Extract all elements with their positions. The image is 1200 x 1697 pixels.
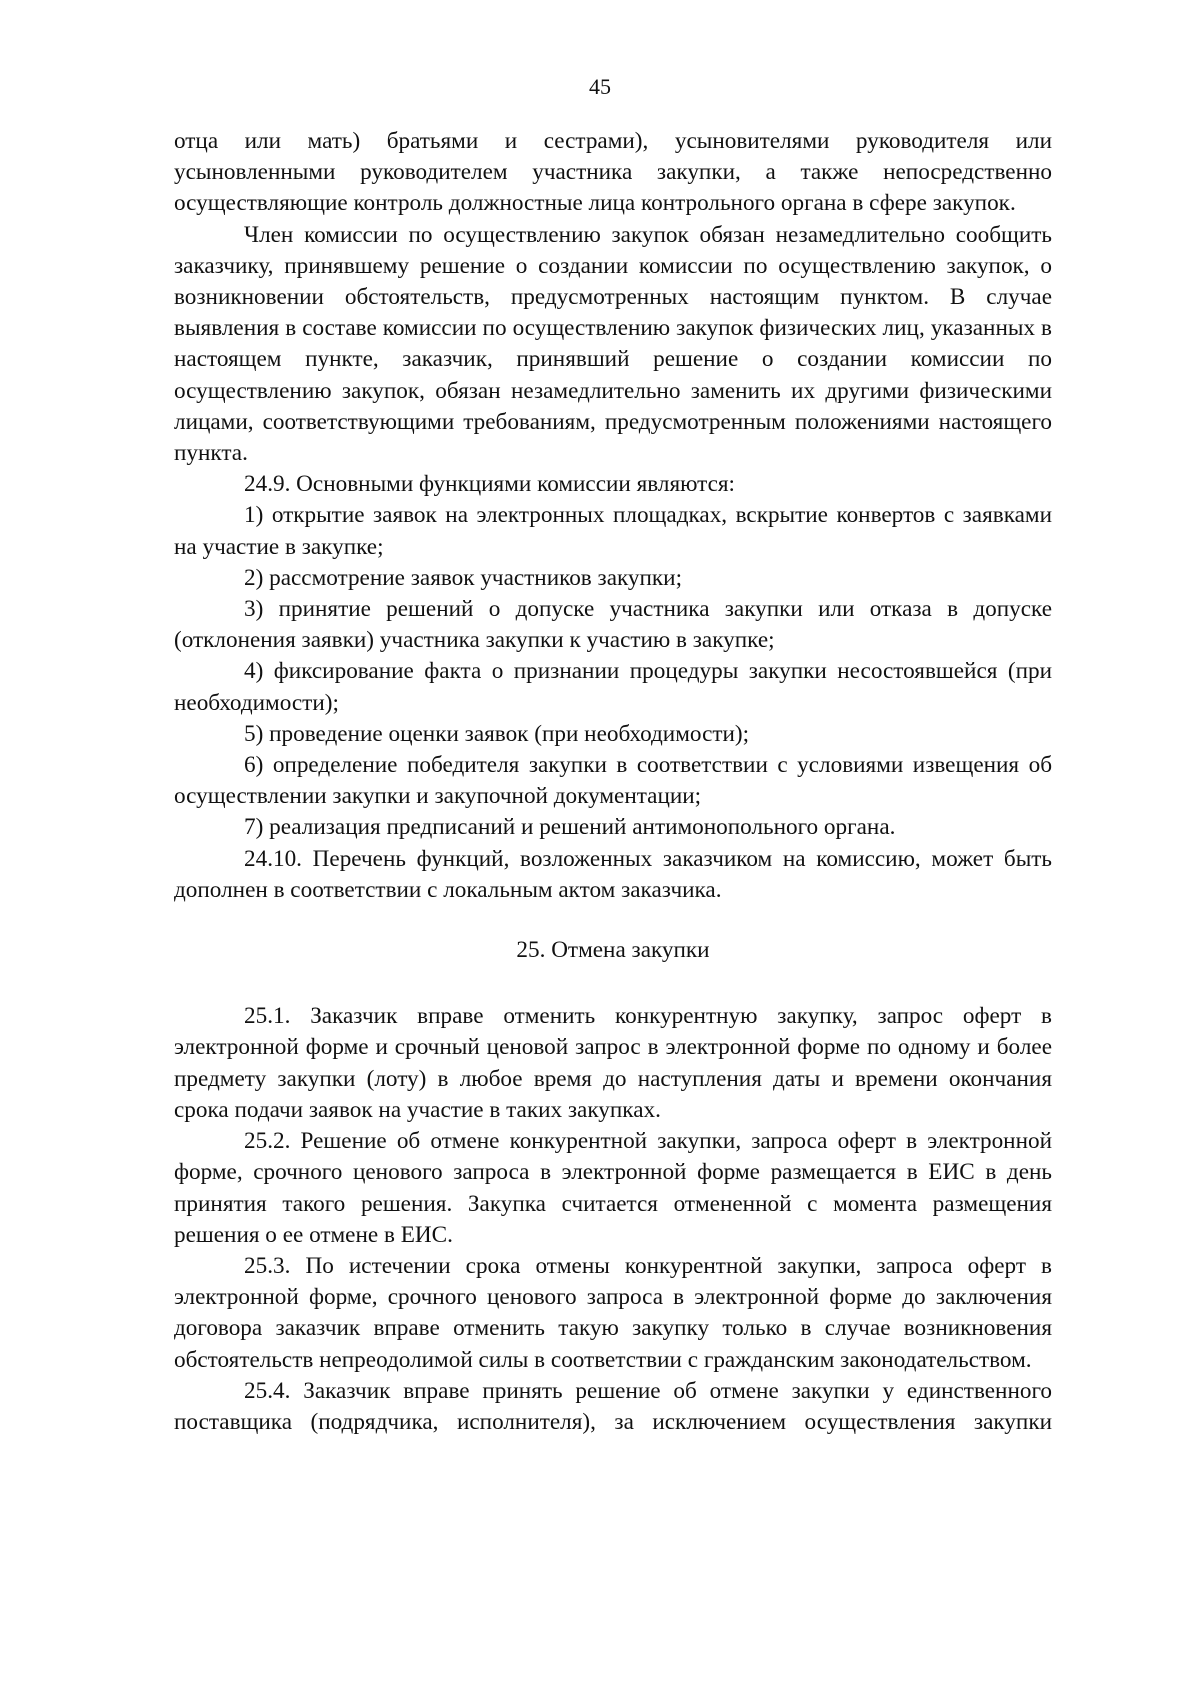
paragraph-continuation: отца или мать) братьями и сестрами), усыновителями руководителя или усыновленными руководителем участника закупки, а также непосредственно осуществляющие контроль должностные лица контрольного органа в сфере закупок.	[174, 128, 1052, 217]
page-number: 45	[589, 74, 611, 99]
paragraph-25-1: 25.1. Заказчик вправе отменить конкурентную закупку, запрос оферт в электронной форме и срочный ценовой запрос в электронной форме по одному и более предмету закупки (лоту) в любое время до наступления даты и времени окончания срока подачи заявок на участие в таких закупках.	[174, 1003, 1052, 1123]
paragraph-25-4: 25.4. Заказчик вправе принять решение об отмене закупки у единственного поставщика (подрядчика, исполнителя), за исключением осуществления закупки	[174, 1377, 1052, 1435]
list-item-3: 3) принятие решений о допуске участника закупки или отказа в допуске (отклонения заявки) участника закупки к участию в закупке;	[174, 596, 1052, 654]
list-item-5: 5) проведение оценки заявок (при необходимости);	[244, 720, 750, 747]
paragraph-25-3: 25.3. По истечении срока отмены конкурентной закупки, запроса оферт в электронной форме, срочного ценового запроса в электронной форме до заключения договора заказчик вправе отменить такую закупку только в случае возникновения обстоятельств непреодолимой силы в соответствии с гражданским законодательством.	[174, 1252, 1052, 1373]
paragraph-24-9: 24.9. Основными функциями комиссии являются:	[244, 471, 736, 498]
section-heading: 25. Отмена закупки	[516, 937, 710, 964]
paragraph-24-10: 24.10. Перечень функций, возложенных заказчиком на комиссию, может быть дополнен в соответствии с локальным актом заказчика.	[174, 845, 1052, 903]
paragraph-25-2: 25.2. Решение об отмене конкурентной закупки, запроса оферт в электронной форме, срочного ценового запроса в электронной форме размещается в ЕИС в день принятия такого решения. Закупка считается отмененной с момента размещения решения о ее отмене в ЕИС.	[174, 1128, 1052, 1248]
list-item-4: 4) фиксирование факта о признании процедуры закупки несостоявшейся (при необходимости);	[174, 658, 1052, 716]
list-item-7: 7) реализация предписаний и решений антимонопольного органа.	[244, 814, 896, 841]
document-body	[174, 126, 1052, 1438]
list-item-1: 1) открытие заявок на электронных площадках, вскрытие конвертов с заявками на участие в закупке;	[174, 502, 1052, 560]
list-item-6: 6) определение победителя закупки в соответствии с условиями извещения об осуществлении закупки и закупочной документации;	[174, 752, 1052, 810]
paragraph-commission-member: Член комиссии по осуществлению закупок обязан незамедлительно сообщить заказчику, принявшему решение о создании комиссии по осуществлению закупок, о возникновении обстоятельств, предусмотренных настоящим пунктом. В случае выявления в составе комиссии по осуществлению закупок физических лиц, указанных в настоящем пункте, заказчик, принявший решение о создании комиссии по осуществлению закупок, обязан незамедлительно заменить их другими физическими лицами, соответствующими требованиям, предусмотренным положениями настоящего пункта.	[174, 221, 1052, 467]
list-item-2: 2) рассмотрение заявок участников закупки;	[244, 564, 683, 591]
